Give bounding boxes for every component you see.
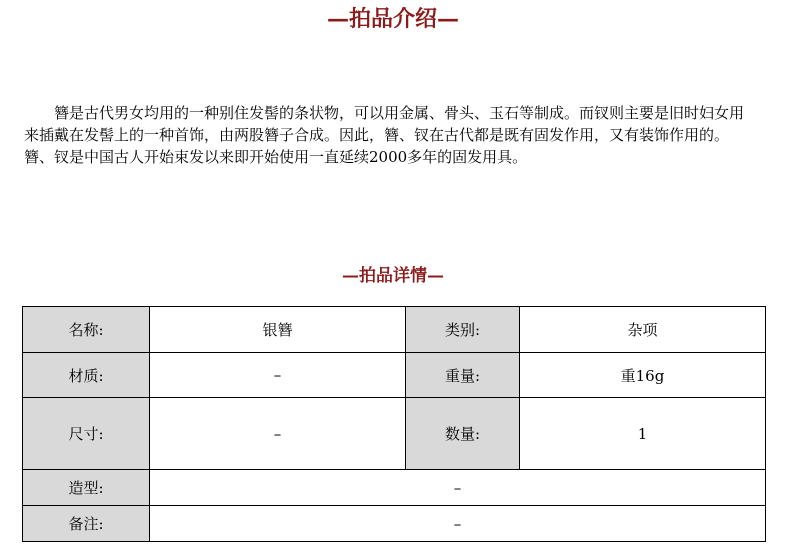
details-section-title: —拍品详情— (342, 266, 444, 286)
size-label: 尺寸: (23, 398, 150, 470)
name-label: 名称: (23, 307, 150, 353)
table-row (23, 353, 766, 398)
size-value: – (150, 398, 406, 470)
name-value: 银簪 (150, 307, 406, 353)
shape-label: 造型: (23, 470, 150, 506)
table-row (23, 506, 766, 542)
table-row (23, 470, 766, 506)
shape-value: – (150, 470, 766, 506)
details-table (22, 306, 766, 542)
weight-label: 重量: (406, 353, 520, 398)
remarks-label: 备注: (23, 506, 150, 542)
quantity-label: 数量: (406, 398, 520, 470)
material-label: 材质: (23, 353, 150, 398)
table-row (23, 307, 766, 353)
quantity-value: 1 (520, 398, 766, 470)
intro-section-title: —拍品介绍— (326, 6, 459, 32)
weight-value: 重16g (520, 353, 766, 398)
intro-paragraph: 簪是古代男女均用的一种别住发髻的条状物，可以用金属、骨头、玉石等制成。而钗则主要是旧时妇女用来插戴在发髻上的一种首饰，由两股簪子合成。因此，簪、钗在古代都是既有固发作用，又有装饰作用的。簪、钗是中国古人开始束发以来即开始使用一直延续2000多年的固发用具。 (24, 104, 745, 166)
material-value: – (150, 353, 406, 398)
table-row (23, 398, 766, 470)
category-label: 类别: (406, 307, 520, 353)
category-value: 杂项 (520, 307, 766, 353)
remarks-value: – (150, 506, 766, 542)
